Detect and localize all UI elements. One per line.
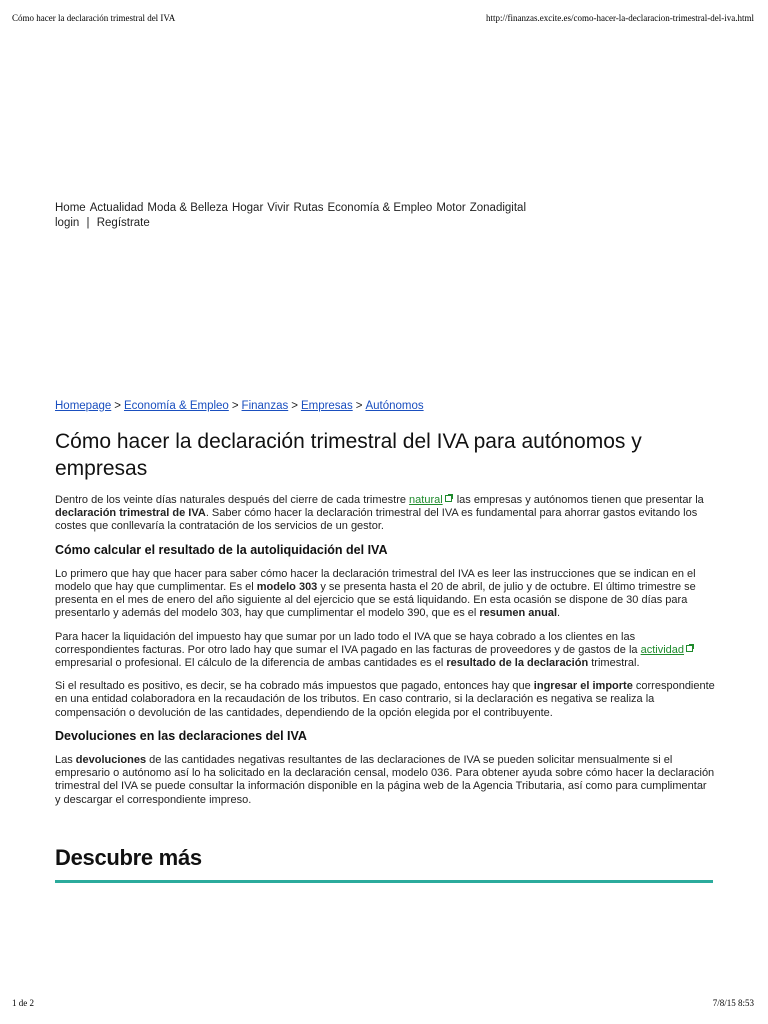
bold-text: devoluciones <box>75 754 147 767</box>
account-links <box>55 216 715 231</box>
breadcrumb-autonomos[interactable]: Autónomos <box>365 400 424 412</box>
discover-heading: Descubre más <box>55 845 202 870</box>
text-segment: trimestral. <box>588 657 640 670</box>
register-link[interactable]: Regístrate <box>96 217 150 229</box>
paragraph-result <box>55 680 715 720</box>
nav-item-moda-belleza[interactable]: Moda & Belleza <box>147 202 228 214</box>
breadcrumb-finanzas[interactable]: Finanzas <box>241 400 289 412</box>
article-body <box>55 494 715 817</box>
nav-links <box>55 201 715 216</box>
nav-item-vivir[interactable]: Vivir <box>267 202 290 214</box>
breadcrumb-separator: > <box>355 400 363 412</box>
text-segment: Las <box>55 754 76 767</box>
breadcrumb-empresas[interactable]: Empresas <box>300 400 353 412</box>
heading-refunds: Devoluciones en las declaraciones del IVA <box>55 728 307 743</box>
nav-item-hogar[interactable]: Hogar <box>231 202 264 214</box>
external-link-icon <box>445 495 452 502</box>
text-segment: empresarial o profesional. El cálculo de la diferencia de ambas cantidades es el <box>55 657 447 670</box>
text-segment: . <box>557 607 561 620</box>
heading-calculate: Cómo calcular el resultado de la autoliquidación del IVA <box>55 542 388 557</box>
page-number: 1 de 2 <box>12 998 34 1008</box>
text-segment: las empresas y autónomos tienen que presentar la <box>453 494 704 506</box>
print-header-url: http://finanzas.excite.es/como-hacer-la-declaracion-trimestral-del-iva.html <box>486 13 754 23</box>
bold-text: resultado de la declaración <box>446 657 589 670</box>
breadcrumb-separator: > <box>231 400 239 412</box>
discover-divider <box>55 880 713 883</box>
bold-text: ingresar el importe <box>533 680 633 693</box>
account-separator: | <box>86 217 90 229</box>
text-segment: y se presenta hasta el 20 de abril, de julio y de octubre. El último trimestre se presenta en el mes de enero del año siguiente al del ejercicio que se está liquidando. En esta ocasión se dispone de 30 días para presentarlo y además del modelo 303, hay que cumplimentar el modelo 390, que es el <box>55 581 696 620</box>
nav-item-zonadigital[interactable]: Zonadigital <box>469 202 526 214</box>
intro-paragraph <box>55 494 715 534</box>
text-segment: de las cantidades negativas resultantes de las declaraciones de IVA se pueden solicitar mensualmente si el empresario o autónomo así lo ha solicitado en la declaración censal, modelo 036. Para obtener ayuda sobre cómo hacer la declaración trimestral del IVA se puede consultar la información disponible en la página web de la Agencia Tributaria, así como para cumplimentar y descargar el correspondiente impreso. <box>55 754 715 806</box>
discover-section <box>55 845 715 883</box>
breadcrumb-homepage[interactable]: Homepage <box>55 400 112 412</box>
text-segment: . Saber cómo hacer la declaración trimestral del IVA es fundamental para ahorrar gastos evitando los costes que conllevaría la contratación de los servicios de un gestor. <box>55 507 698 533</box>
text-segment: correspondiente en una entidad colaboradora en la recaudación de los tributos. En caso contrario, si la declaración es negativa se realiza la compensación o devolución de las cantidades, dependiendo de la opción elegida por el contribuyente. <box>55 680 715 719</box>
article-title: Cómo hacer la declaración trimestral del IVA para autónomos y empresas <box>55 430 642 480</box>
text-segment: Dentro de los veinte días naturales después del cierre de cada trimestre <box>55 494 410 506</box>
nav-item-economia-empleo[interactable]: Economía & Empleo <box>327 202 433 214</box>
paragraph-model <box>55 568 715 621</box>
print-datetime: 7/8/15 8:53 <box>712 998 754 1008</box>
paragraph-refunds <box>55 754 715 807</box>
nav-item-actualidad[interactable]: Actualidad <box>89 202 144 214</box>
nav-item-rutas[interactable]: Rutas <box>293 202 324 214</box>
breadcrumb-separator: > <box>291 400 298 412</box>
actividad-link[interactable]: actividad <box>640 643 685 656</box>
print-header-title: Cómo hacer la declaración trimestral del IVA <box>12 13 176 23</box>
bold-text: resumen anual <box>479 607 558 620</box>
breadcrumb <box>55 400 715 412</box>
natural-link[interactable]: natural <box>409 494 443 506</box>
bold-text: modelo 303 <box>256 581 318 594</box>
paragraph-liquidation <box>55 631 715 671</box>
breadcrumb-economia-empleo[interactable]: Economía & Empleo <box>123 400 229 412</box>
nav-item-motor[interactable]: Motor <box>436 202 466 214</box>
text-segment: Lo primero que hay que hacer para saber cómo hacer la declaración trimestral del IVA es leer las instrucciones que se indican en el modelo que hay que cumplimentar. Es el <box>55 567 696 594</box>
text-segment: Para hacer la liquidación del impuesto hay que sumar por un lado todo el IVA que se haya cobrado a los clientes en las correspondientes facturas. Por otro lado hay que sumar el IVA pagado en las facturas de proveedores y de gastos de la <box>55 630 641 656</box>
top-nav <box>55 201 715 231</box>
login-link[interactable]: login <box>55 217 80 229</box>
bold-text: declaración trimestral de IVA <box>55 507 206 520</box>
text-segment: Si el resultado es positivo, es decir, se ha cobrado más impuestos que pagado, entonces hay que <box>55 680 534 693</box>
nav-item-home[interactable]: Home <box>55 202 86 214</box>
breadcrumb-separator: > <box>114 400 121 412</box>
external-link-icon <box>686 645 693 652</box>
